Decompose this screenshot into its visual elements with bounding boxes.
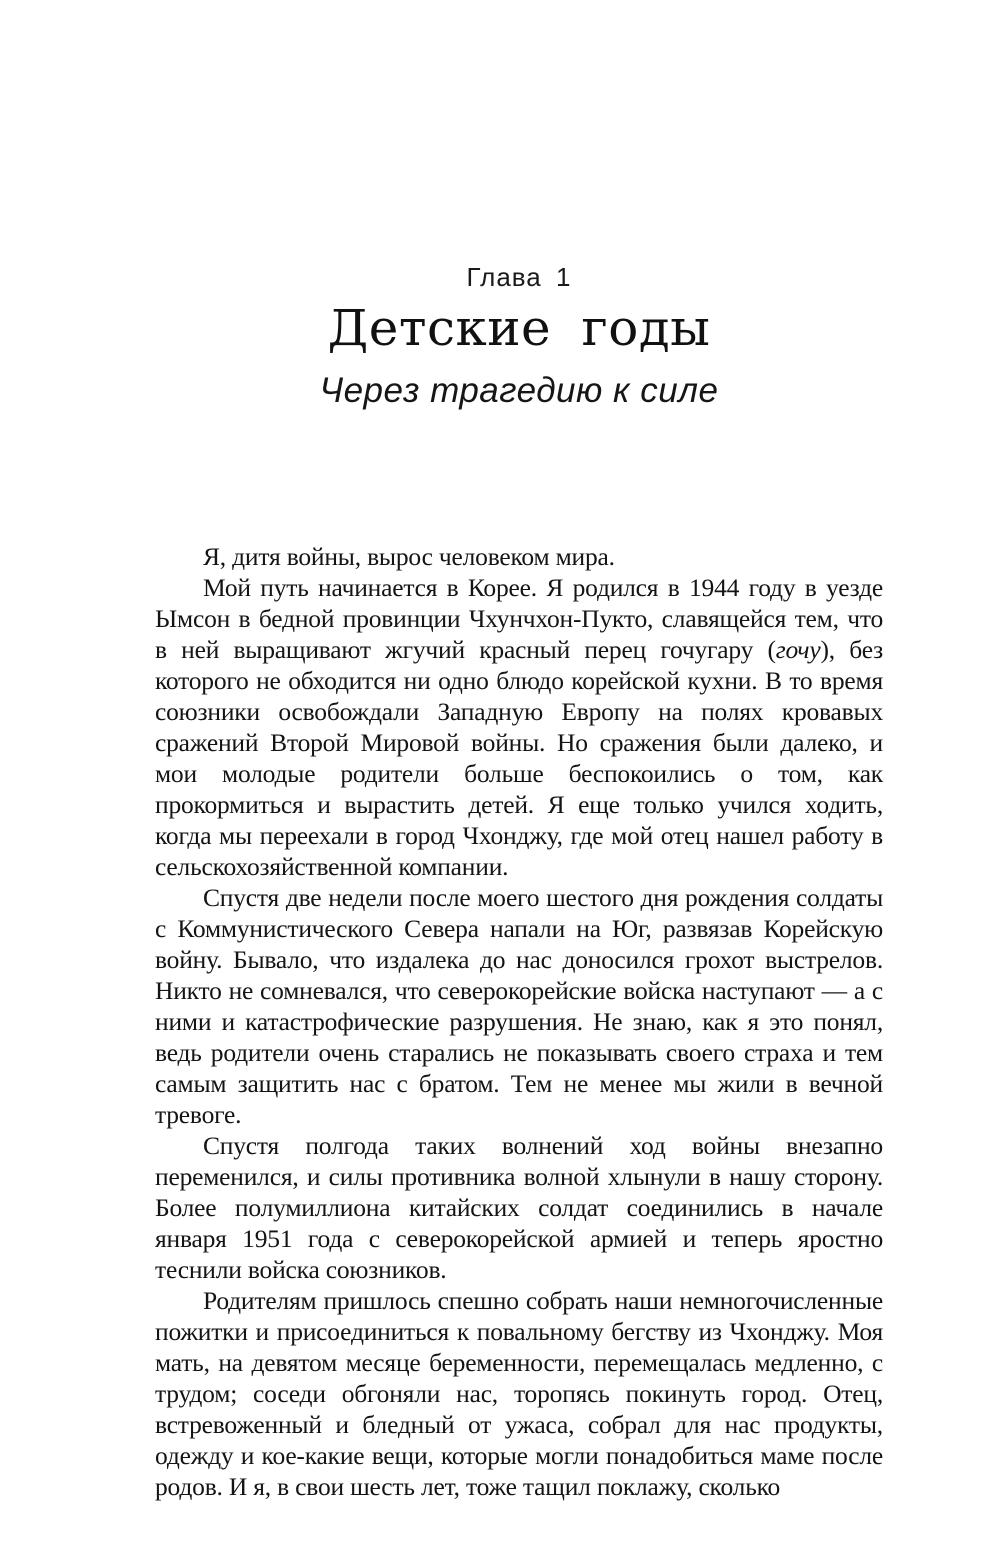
paragraph-1 (155, 541, 883, 572)
italic-term: гочу (775, 635, 821, 664)
paragraph-5 (155, 1285, 883, 1502)
chapter-title: Детские годы (327, 299, 711, 357)
body-text (155, 541, 883, 1502)
paragraph-3 (155, 882, 883, 1130)
paragraph-2-text: Мой путь начинается в Корее. Я родился в 1944 году в уезде Ымсон в бедной провинции Чхунчхон-Пукто, славящейся тем, что в ней выращивают жгучий красный перец гочугару ( (155, 573, 883, 664)
paragraph-1-text: Я, дитя войны, вырос человеком мира. (203, 542, 615, 571)
paragraph-5-text: Родителям пришлось спешно собрать наши немногочисленные пожитки и присоединиться к повальному бегству из Чхонджу. Моя мать, на девятом месяце беременности, перемещалась медленно, с трудом; соседи обгоняли нас, торопясь покинуть город. Отец, встревоженный и бледный от ужаса, собрал для нас продукты, одежду и кое-какие вещи, которые могли понадобиться маме после родов. И я, в свои шесть лет, тоже тащил поклажу, сколько (155, 1286, 883, 1501)
chapter-number: Глава 1 (466, 262, 572, 292)
paragraph-4 (155, 1130, 883, 1285)
chapter-header (155, 262, 883, 411)
paragraph-2-text-cont: ), без которого не обходится ни одно блюдо корейской кухни. В то время союзники освобождали Западную Европу на полях кровавых сражений Второй Мировой войны. Но сражения были далеко, и мои молодые родители больше беспокоились о том, как прокормиться и вырастить детей. Я еще только учился ходить, когда мы переехали в город Чхонджу, где мой отец нашел работу в сельскохозяйственной компании. (155, 635, 883, 881)
paragraph-4-text: Спустя полгода таких волнений ход войны внезапно переменился, и силы противника волной хлынули в нашу сторону. Более полумиллиона китайских солдат соединились в начале января 1951 года с северокорейской армией и теперь яростно теснили войска союзников. (155, 1131, 883, 1284)
paragraph-3-text: Спустя две недели после моего шестого дня рождения солдаты с Коммунистического Севера напали на Юг, развязав Корейскую войну. Бывало, что издалека до нас доносился грохот выстрелов. Никто не сомневался, что северокорейские войска наступают — а с ними и катастрофические разрушения. Не знаю, как я это понял, ведь родители очень старались не показывать своего страха и тем самым защитить нас с братом. Тем не менее мы жили в вечной тревоге. (155, 883, 883, 1129)
paragraph-2 (155, 572, 883, 882)
chapter-subtitle: Через трагедию к силе (319, 371, 719, 410)
